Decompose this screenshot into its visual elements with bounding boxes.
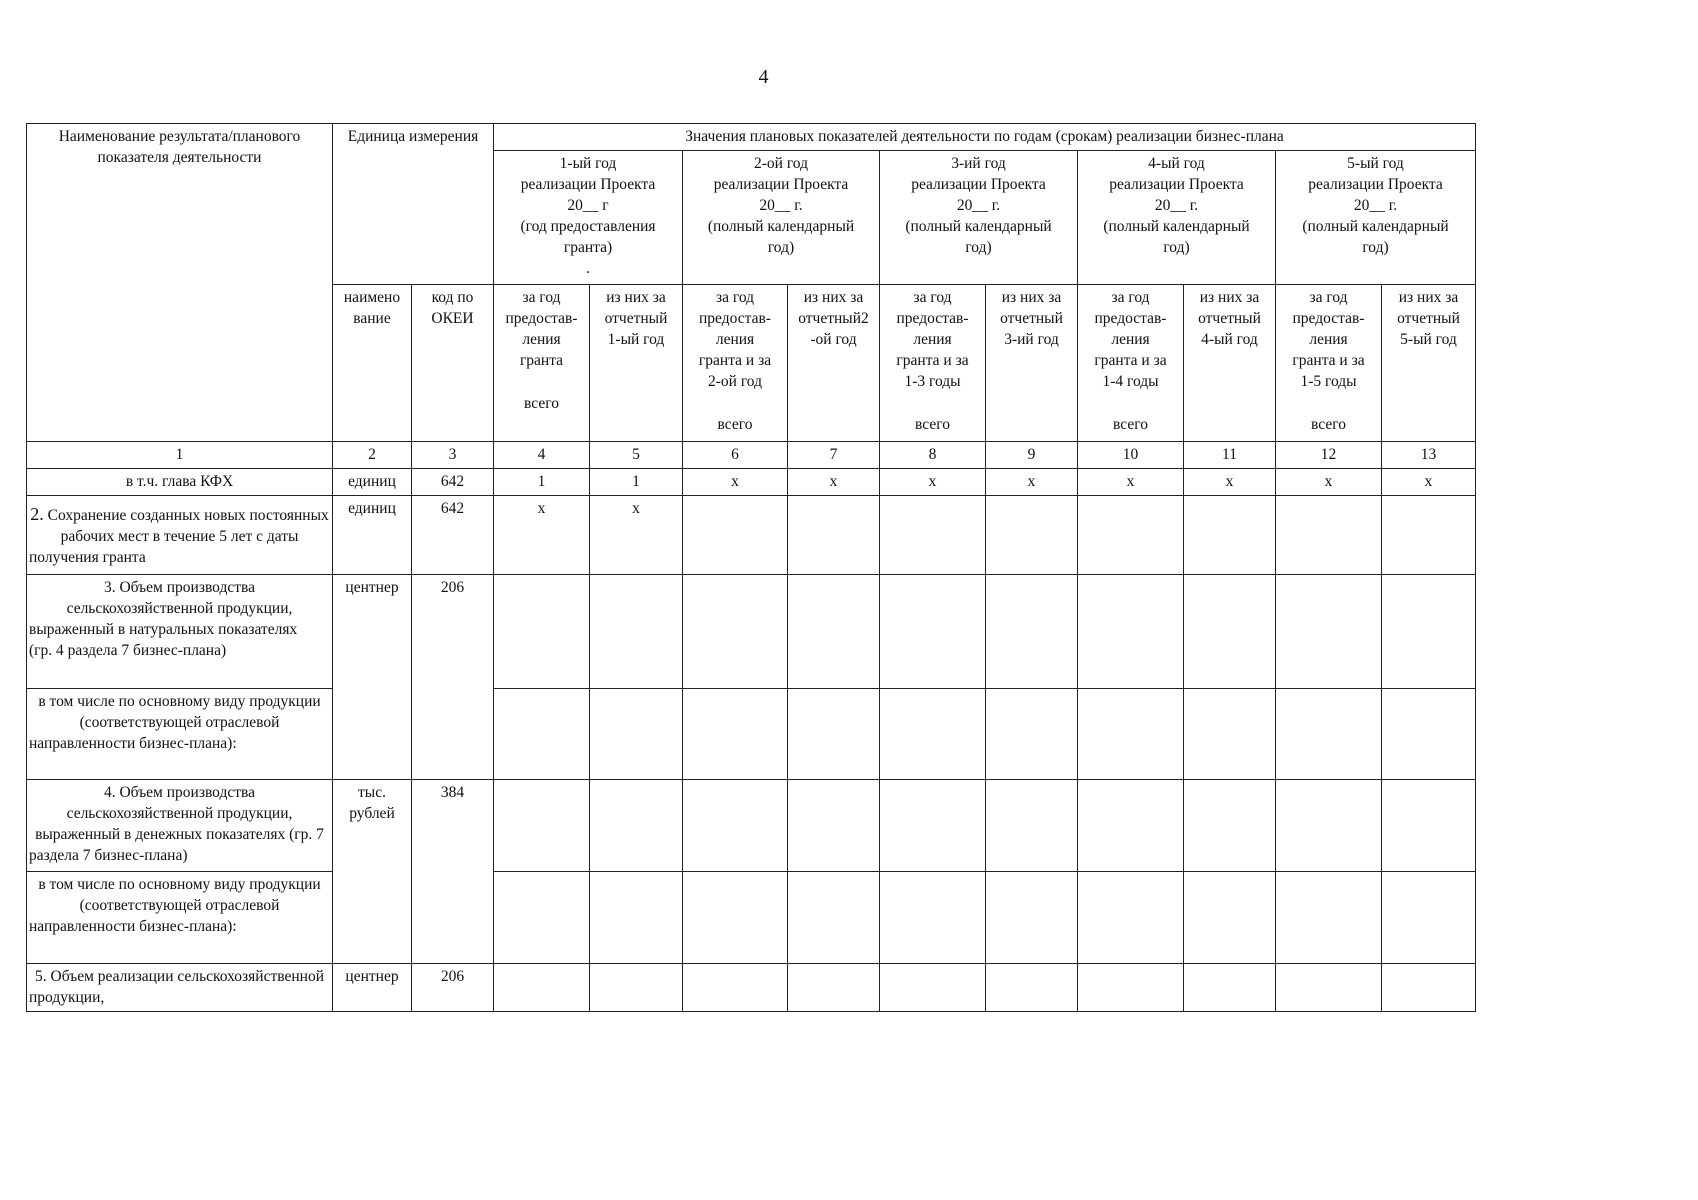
- header-year-2: 2-ой год реализации Проекта 20__ г. (полный календарный год): [683, 151, 880, 285]
- row-value: [1382, 964, 1476, 1012]
- row-value: [880, 964, 986, 1012]
- table-row: [27, 689, 1476, 780]
- col-number: 13: [1382, 442, 1476, 469]
- col-number: 4: [494, 442, 590, 469]
- row-value: [683, 496, 788, 575]
- header-year5-total: за год предостав- ления гранта и за 1-5 годы всего: [1276, 285, 1382, 442]
- row-value: [1276, 496, 1382, 575]
- header-year-4: 4-ый год реализации Проекта 20__ г. (полный календарный год): [1078, 151, 1276, 285]
- table-row: [27, 469, 1476, 496]
- column-numbers-row: [27, 442, 1476, 469]
- row-value: [986, 575, 1078, 689]
- row-value: [1078, 689, 1184, 780]
- row-unit: единиц: [333, 496, 412, 575]
- col-number: 7: [788, 442, 880, 469]
- row-value: [1078, 872, 1184, 964]
- col-number: 11: [1184, 442, 1276, 469]
- row-value: [1382, 575, 1476, 689]
- table-row: [27, 780, 1476, 872]
- row-value: x: [880, 469, 986, 496]
- row-value: [880, 780, 986, 872]
- header-year3-report: из них за отчетный 3-ий год: [986, 285, 1078, 442]
- header-values-group: Значения плановых показателей деятельности по годам (срокам) реализации бизнес-плана: [494, 124, 1476, 151]
- row-value: [683, 780, 788, 872]
- col-number: 8: [880, 442, 986, 469]
- row-value: [1184, 689, 1276, 780]
- row-value: x: [590, 496, 683, 575]
- row-value: [1276, 780, 1382, 872]
- col-number: 12: [1276, 442, 1382, 469]
- row-value: [1078, 964, 1184, 1012]
- row-value: [494, 575, 590, 689]
- header-year1-report: из них за отчетный 1-ый год: [590, 285, 683, 442]
- table-row: [27, 496, 1476, 575]
- row-value: x: [1078, 469, 1184, 496]
- row-code: 642: [412, 496, 494, 575]
- row-value: [683, 689, 788, 780]
- row-value: [1382, 689, 1476, 780]
- row-value: [788, 689, 880, 780]
- row-value: [788, 964, 880, 1012]
- row-value: [986, 496, 1078, 575]
- col-number: 9: [986, 442, 1078, 469]
- table-row: [27, 575, 1476, 689]
- row-name: 3. Объем производства сельскохозяйственной продукции, выраженный в натуральных показателях (гр. 4 раздела 7 бизнес-плана): [27, 575, 333, 689]
- row-value: x: [1382, 469, 1476, 496]
- col-number: 5: [590, 442, 683, 469]
- row-unit: центнер: [333, 964, 412, 1012]
- col-number: 2: [333, 442, 412, 469]
- header-year-5: 5-ый год реализации Проекта 20__ г. (полный календарный год): [1276, 151, 1476, 285]
- header-year-3: 3-ий год реализации Проекта 20__ г. (полный календарный год): [880, 151, 1078, 285]
- row-value: [1382, 496, 1476, 575]
- row-value: 1: [494, 469, 590, 496]
- table-row: [27, 964, 1476, 1012]
- row-value: [986, 780, 1078, 872]
- row-value: [494, 689, 590, 780]
- row-code: 206: [412, 575, 494, 780]
- row-value: [1276, 872, 1382, 964]
- row-value: x: [1184, 469, 1276, 496]
- row-value: [1276, 575, 1382, 689]
- row-value: [494, 780, 590, 872]
- row-value: x: [494, 496, 590, 575]
- page-number: 4: [758, 66, 769, 88]
- row-code: 384: [412, 780, 494, 964]
- row-value: [1078, 780, 1184, 872]
- header-year1-total: за год предостав- ления гранта всего: [494, 285, 590, 442]
- row-value: [1382, 872, 1476, 964]
- row-value: [683, 964, 788, 1012]
- row-value: [1184, 872, 1276, 964]
- row-value: [788, 575, 880, 689]
- row-value: [1184, 496, 1276, 575]
- row-value: [880, 872, 986, 964]
- row-value: [1078, 496, 1184, 575]
- col-number: 10: [1078, 442, 1184, 469]
- row-value: [683, 872, 788, 964]
- row-value: [494, 872, 590, 964]
- row-value: [590, 575, 683, 689]
- row-name: в том числе по основному виду продукции (соответствующей отраслевой направленности бизнес-плана):: [27, 689, 333, 780]
- row-value: [788, 780, 880, 872]
- col-number: 1: [27, 442, 333, 469]
- row-value: [986, 872, 1078, 964]
- row-value: x: [683, 469, 788, 496]
- row-value: [986, 689, 1078, 780]
- row-value: [788, 872, 880, 964]
- row-value: [590, 689, 683, 780]
- planned-indicators-table: [26, 123, 1476, 1012]
- row-value: x: [1276, 469, 1382, 496]
- row-code: 206: [412, 964, 494, 1012]
- row-name: 4. Объем производства сельскохозяйственной продукции, выраженный в денежных показателях (гр. 7 раздела 7 бизнес-плана): [27, 780, 333, 872]
- header-year-1: 1-ый год реализации Проекта 20__ г (год предоставления гранта) .: [494, 151, 683, 285]
- row-value: [683, 575, 788, 689]
- row-name: 5. Объем реализации сельскохозяйственной продукции,: [27, 964, 333, 1012]
- row-value: 1: [590, 469, 683, 496]
- row-value: [590, 780, 683, 872]
- header-unit-code: код по ОКЕИ: [412, 285, 494, 442]
- row-value: [1382, 780, 1476, 872]
- row-value: x: [788, 469, 880, 496]
- row-value: [986, 964, 1078, 1012]
- row-value: [1276, 964, 1382, 1012]
- row-name: 2. Сохранение созданных новых постоянных рабочих мест в течение 5 лет с даты получения гранта: [27, 496, 333, 575]
- row-unit: единиц: [333, 469, 412, 496]
- col-number: 3: [412, 442, 494, 469]
- row-value: [1184, 575, 1276, 689]
- row-code: 642: [412, 469, 494, 496]
- row-value: [590, 872, 683, 964]
- row-value: [1276, 689, 1382, 780]
- header-year4-report: из них за отчетный 4-ый год: [1184, 285, 1276, 442]
- row-value: [880, 575, 986, 689]
- row-unit: тыс. рублей: [333, 780, 412, 964]
- row-value: [1078, 575, 1184, 689]
- header-indicator-name: Наименование результата/планового показателя деятельности: [27, 124, 333, 442]
- header-year5-report: из них за отчетный 5-ый год: [1382, 285, 1476, 442]
- header-year2-report: из них за отчетный2 -ой год: [788, 285, 880, 442]
- row-value: [880, 689, 986, 780]
- row-value: [788, 496, 880, 575]
- header-year2-total: за год предостав- ления гранта и за 2-ой год всего: [683, 285, 788, 442]
- row-value: [590, 964, 683, 1012]
- row-name: в т.ч. глава КФХ: [27, 469, 333, 496]
- header-year4-total: за год предостав- ления гранта и за 1-4 годы всего: [1078, 285, 1184, 442]
- row-value: [494, 964, 590, 1012]
- row-value: [880, 496, 986, 575]
- row-value: [1184, 780, 1276, 872]
- header-year3-total: за год предостав- ления гранта и за 1-3 годы всего: [880, 285, 986, 442]
- row-unit: центнер: [333, 575, 412, 780]
- header-unit-group: Единица измерения: [333, 124, 494, 285]
- row-value: [1184, 964, 1276, 1012]
- col-number: 6: [683, 442, 788, 469]
- header-unit-name: наимено вание: [333, 285, 412, 442]
- table-row: [27, 872, 1476, 964]
- row-name: в том числе по основному виду продукции (соответствующей отраслевой направленности бизнес-плана):: [27, 872, 333, 964]
- row-value: x: [986, 469, 1078, 496]
